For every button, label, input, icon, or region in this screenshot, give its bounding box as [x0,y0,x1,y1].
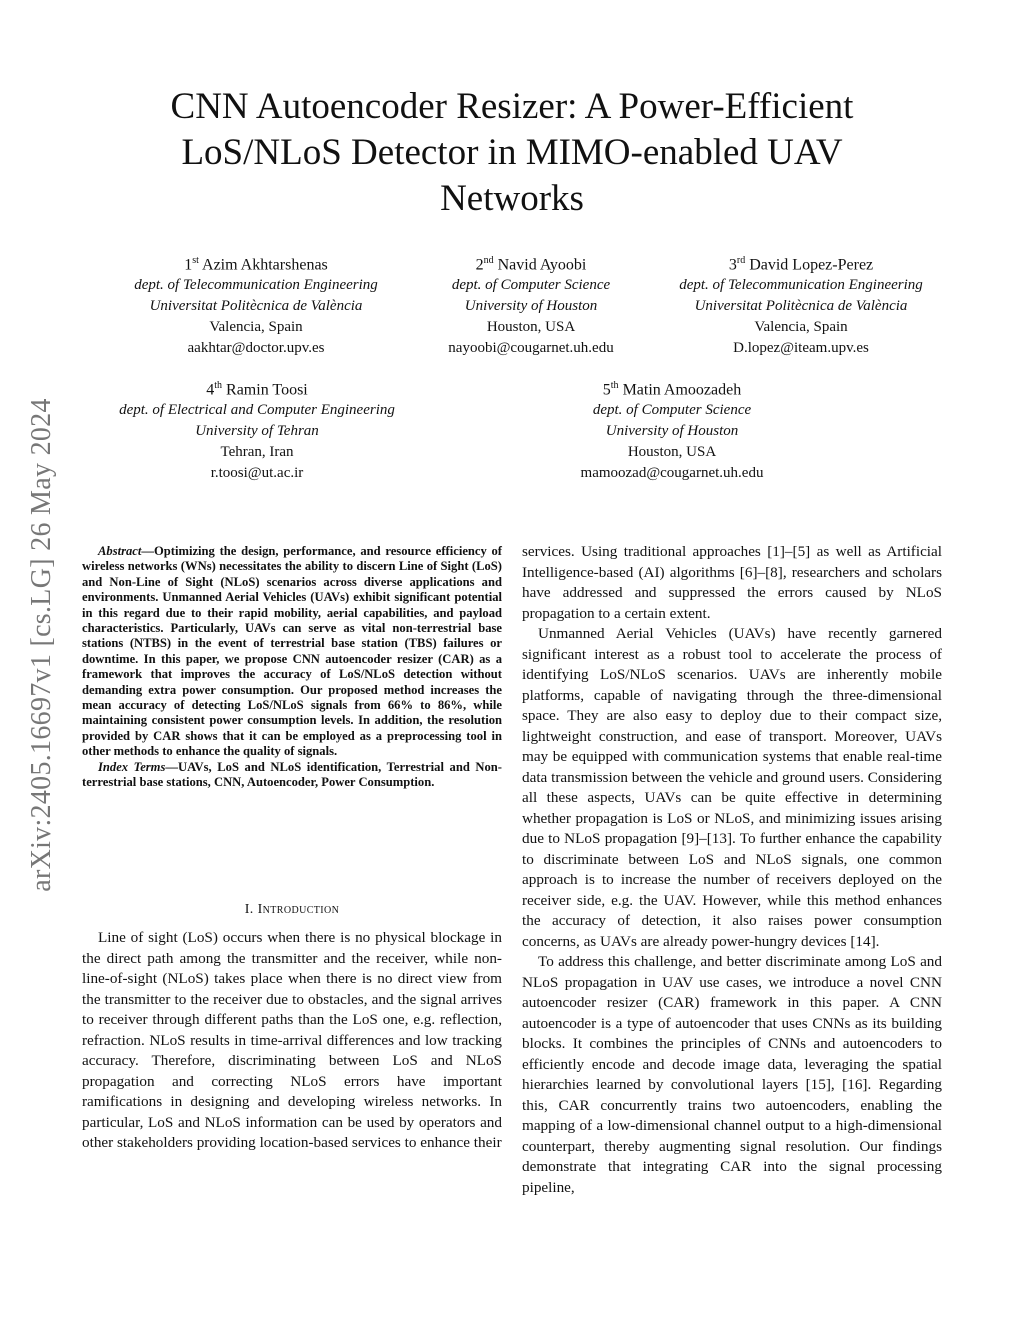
right-column-body [522,542,942,1198]
author-email[interactable]: r.toosi@ut.ac.ir [210,465,304,482]
author-univ: University of Houston [605,423,739,440]
author-ordinal: 1 [184,256,193,274]
author-ordinal-suffix: rd [736,255,746,266]
body-paragraph: To address this challenge, and better discriminate among LoS and NLoS propagation in UAV use cases, we introduce a novel CNN autoencoder resizer (CAR) framework in this paper. A CNN autoencoder is a type of autoencoder that uses CNNs as its building blocks. It combines the principles of CNNs and autoencoders to efficiently encode and decode image data, leveraging the spatial hierarchies learned by convolutional layers [15], [16]. Regarding this, CAR concurrently trains two autoencoders, enabling the mapping of a low-dimensional channel output to a high-dimensional counterpart, thereby augmenting signal resolution. Our findings demonstrate that integrating CAR into the signal processing pipeline, [522,953,942,1196]
abstract-text: —Optimizing the design, performance, and resource efficiency of wireless networks (WNs) necessitates the ability to discern Line of Sight (LoS) and Non-Line of Sight (NLoS) scenarios across diverse applications and environments. Unmanned Aerial Vehicles (UAVs) exhibit significant potential in this regard due to their rapid mobility, aerial capabilities, and payload characteristics. Particularly, UAVs can serve as vital non-terrestrial base stations (NTBS) in the event of terrestrial base station (TBS) failures or downtime. In this paper, we propose CNN autoencoder resizer (CAR) as a framework that improves the accuracy of LoS/NLoS detection without demanding extra power consumption. Our proposed method increases the mean accuracy of detecting LoS/NLoS signals from 66% to 86%, while maintaining consistent power consumption levels. In addition, the resolution provided by CAR shows that it can be employed as a preprocessing tool in other methods to enhance the quality of signals. [82,544,502,759]
author-ordinal-suffix: st [192,255,199,266]
author-ordinal: 4 [206,381,215,399]
author-block-4 [92,375,422,484]
index-terms-text: —UAVs, LoS and NLoS identification, Terrestrial and Non-terrestrial base stations, CNN, Autoencoder, Power Consumption. [82,759,502,790]
author-city: Valencia, Spain [209,319,303,336]
index-terms-label: Index Terms [98,759,166,774]
author-univ: Universitat Politècnica de València [149,298,363,315]
arxiv-sidebar [0,340,84,950]
author-email[interactable]: D.lopez@iteam.upv.es [733,340,869,357]
author-block-5 [552,375,792,484]
author-univ: University of Houston [464,298,598,315]
author-ordinal-suffix: th [610,380,619,391]
title-line-2: LoS/NLoS Detector in MIMO-enabled UAV [181,132,843,173]
author-city: Houston, USA [486,319,576,336]
author-email[interactable]: nayoobi@cougarnet.uh.edu [448,340,614,357]
author-city: Tehran, Iran [220,444,294,461]
section-title: Introduction [257,902,340,917]
author-ordinal-suffix: th [214,380,223,391]
author-dept: dept. of Electrical and Computer Engineering [119,402,395,419]
author-univ: University of Tehran [195,423,319,440]
author-name: Matin Amoozadeh [622,381,742,399]
body-paragraph: services. Using traditional approaches [1]–[5] as well as Artificial Intelligence-based (AI) algorithms [6]–[8], researchers and scholars have addressed and suppressed the errors caused by NLoS propagation to a certain extent. [522,543,942,622]
author-city: Valencia, Spain [754,319,848,336]
title-line-1: CNN Autoencoder Resizer: A Power-Efficient [170,86,854,127]
body-paragraph: Line of sight (LoS) occurs when there is no physical blockage in the direct path among the transmitter and the receiver, while non-line-of-sight (NLoS) takes place when there is no direct view from the transmitter to the receiver due to obstacles, and the signal arrives to receiver through different paths than the LoS one, e.g. reflection, refraction. NLoS results in time-arrival differences and low tracking accuracy. Therefore, discriminating between LoS and NLoS propagation and correcting NLoS errors have important ramifications in designing and developing wireless networks. In particular, LoS and NLoS information can be used by operators and other stakeholders providing location-based services to enhance their [82,929,502,1151]
author-dept: dept. of Telecommunication Engineering [679,277,923,294]
author-city: Houston, USA [627,444,717,461]
abstract-label: Abstract [98,544,142,558]
section-number: I. [244,902,258,917]
author-name: Ramin Toosi [226,381,308,399]
author-ordinal: 5 [602,381,611,399]
author-email[interactable]: aakhtar@doctor.upv.es [187,340,325,357]
author-name: Azim Akhtarshenas [202,256,328,274]
author-ordinal-suffix: nd [483,255,494,266]
abstract [82,544,502,791]
author-dept: dept. of Computer Science [592,402,752,419]
section-heading [82,902,502,918]
author-ordinal: 3 [728,256,737,274]
author-dept: dept. of Telecommunication Engineering [134,277,378,294]
author-block-1 [100,250,412,359]
author-name: David Lopez-Perez [749,256,874,274]
author-ordinal: 2 [475,256,484,274]
author-dept: dept. of Computer Science [451,277,611,294]
author-block-2 [418,250,644,359]
author-univ: Universitat Politècnica de València [694,298,908,315]
paper-title [100,84,924,222]
arxiv-identifier: arXiv:2405.16697v1 [cs.LG] 26 May 2024 [26,398,57,892]
author-name: Navid Ayoobi [497,256,587,274]
body-paragraph: Unmanned Aerial Vehicles (UAVs) have recently garnered significant interest as a robust tool to accelerate the process of identifying LoS/NLoS scenarios. UAVs are inherently mobile platforms, capable of navigating through the three-dimensional space. They are also easy to deploy due to their compact size, lightweight construction, and ease of transport. Moreover, UAVs may be equipped with communication systems that enable real-time data transmission between the vehicle and ground users. Considering all these aspects, UAVs can be quite effective in determining whether propagation is LoS or NLoS, and minimizing issues arising due to NLoS propagation [9]–[13]. To further enhance the capability to discriminate between LoS and NLoS signals, one common approach is to increase the number of receivers deployed on the receiver side, e.g. the UAV. However, while this method enhances the accuracy of detection, it also raises power consumption concerns, as UAVs are already power-hungry devices [14]. [522,625,942,950]
title-line-3: Networks [440,178,584,219]
left-column-body [82,928,502,1154]
author-email[interactable]: mamoozad@cougarnet.uh.edu [580,465,764,482]
author-block-3 [648,250,954,359]
